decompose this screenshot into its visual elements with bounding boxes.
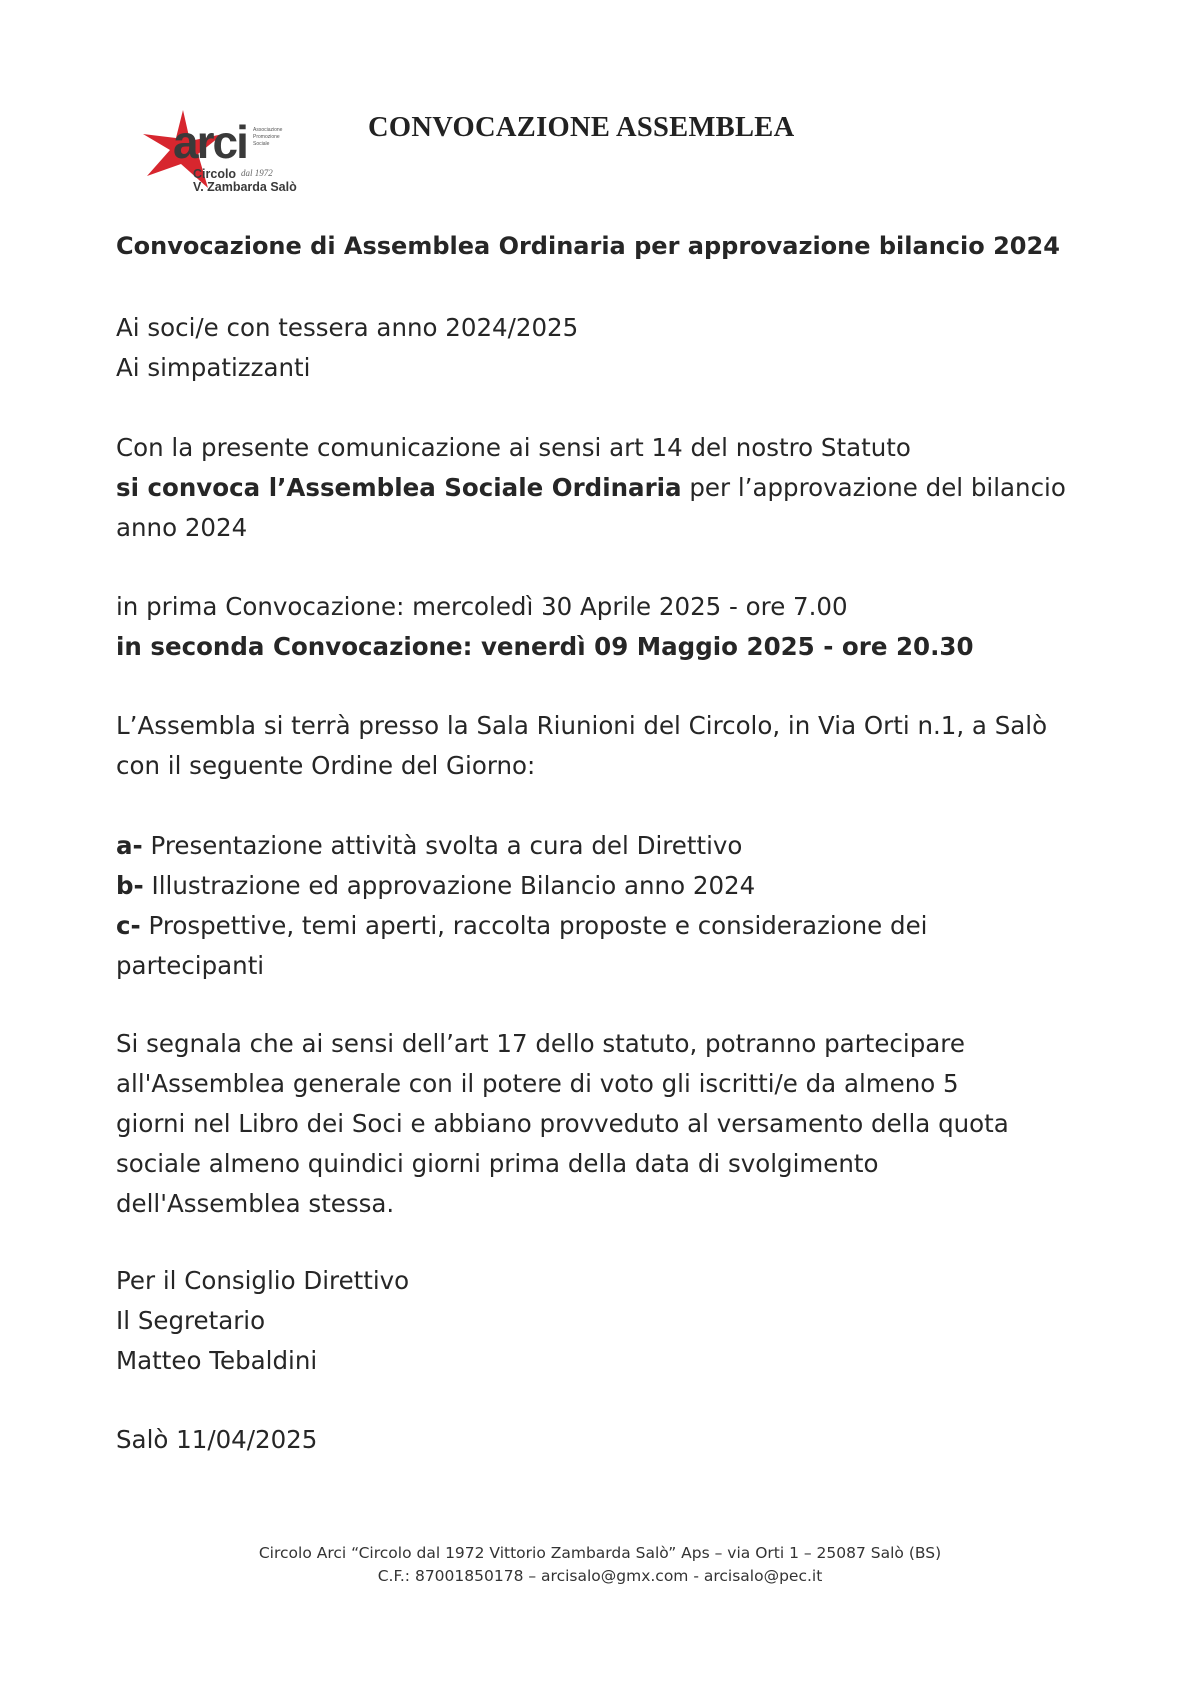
agenda-continuation: partecipanti [116,951,265,980]
footer-line: Circolo Arci “Circolo dal 1972 Vittorio Zambarda Salò” Aps – via Orti 1 – 25087 Salò (BS) [258,1544,942,1562]
signature-line: Per il Consiglio Direttivo [116,1266,410,1295]
location-line: con il seguente Ordine del Giorno: [116,751,536,780]
intro-rest: per l’approvazione del bilancio [681,473,1066,502]
notice-line: giorni nel Libro dei Soci e abbiano provveduto al versamento della quota [116,1109,1009,1138]
footer-line: C.F.: 87001850178 – arcisalo@gmx.com - arcisalo@pec.it [377,1567,823,1585]
intro-paragraph [116,428,1116,548]
agenda-letter: c- [116,911,141,940]
location-line: L’Assembla si terrà presso la Sala Riunioni del Circolo, in Via Orti n.1, a Salò [116,711,1048,740]
logo-brand: arci [173,116,247,168]
notice-line: sociale almeno quindici giorni prima della data di svolgimento [116,1149,879,1178]
notice-line: Si segnala che ai sensi dell’art 17 dello statuto, potranno partecipare [116,1029,965,1058]
notice-line: dell'Assemblea stessa. [116,1189,395,1218]
arci-logo [143,108,308,198]
signature-block [116,1261,1116,1381]
notice-paragraph [116,1024,1116,1224]
intro-line: Con la presente comunicazione ai sensi art 14 del nostro Statuto [116,433,911,462]
subject-line: Convocazione di Assemblea Ordinaria per approvazione bilancio 2024 [116,232,1060,260]
agenda-item [116,906,1116,946]
intro-line [116,468,1116,508]
date-text: Salò 11/04/2025 [116,1425,318,1454]
agenda-text: Prospettive, temi aperti, raccolta proposte e considerazione dei [140,911,928,940]
signature-name: Matteo Tebaldini [116,1346,318,1375]
intro-line: anno 2024 [116,513,248,542]
footer [0,1542,1200,1588]
logo-name: V. Zambarda Salò [193,180,297,194]
notice-line: all'Assemblea generale con il potere di voto gli iscritti/e da almeno 5 [116,1069,959,1098]
logo-tagline: Associazione Promozione Sociale [253,127,283,147]
logo-dal: dal 1972 [241,168,273,178]
agenda-item [116,826,1116,866]
agenda-letter: b- [116,871,144,900]
recipient-line: Ai soci/e con tessera anno 2024/2025 [116,313,579,342]
agenda-text: Presentazione attività svolta a cura del Direttivo [142,831,743,860]
agenda-text: Illustrazione ed approvazione Bilancio anno 2024 [143,871,756,900]
agenda-letter: a- [116,831,143,860]
agenda-list [116,826,1116,986]
signature-line: Il Segretario [116,1306,266,1335]
recipients [116,308,1116,388]
recipient-line: Ai simpatizzanti [116,353,311,382]
document-date [116,1420,1116,1460]
intro-bold: si convoca l’Assemblea Sociale Ordinaria [116,473,682,502]
convocations [116,587,1116,667]
logo-circolo: Circolo [193,167,237,181]
location-paragraph [116,706,1116,786]
second-convocation: in seconda Convocazione: venerdì 09 Maggio 2025 - ore 20.30 [116,632,974,661]
page-title: CONVOCAZIONE ASSEMBLEA [368,112,795,143]
agenda-item [116,866,1116,906]
first-convocation: in prima Convocazione: mercoledì 30 Aprile 2025 - ore 7.00 [116,592,848,621]
